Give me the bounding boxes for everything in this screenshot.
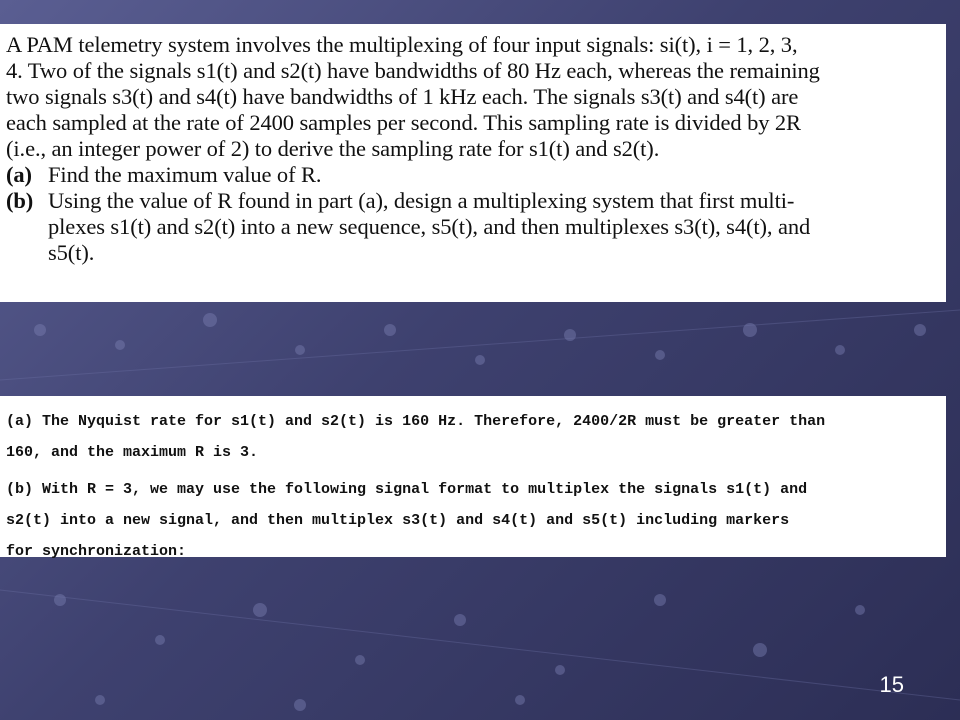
part-a-label: (a) — [6, 162, 32, 187]
problem-line: each sampled at the rate of 2400 samples per second. This sampling rate is divided by 2R — [6, 110, 801, 135]
part-a-text: Find the maximum value of R. — [48, 162, 322, 187]
part-b-label: (b) — [6, 188, 34, 213]
problem-line: 4. Two of the signals s1(t) and s2(t) have bandwidths of 80 Hz each, whereas the remaining — [6, 58, 820, 83]
solution-a-line: 160, and the maximum R is 3. — [6, 444, 259, 461]
solution-a-line: (a) The Nyquist rate for s1(t) and s2(t) is 160 Hz. Therefore, 2400/2R must be greater than — [6, 413, 826, 430]
part-b-body — [48, 188, 810, 266]
problem-line: (i.e., an integer power of 2) to derive the sampling rate for s1(t) and s2(t). — [6, 136, 660, 161]
part-a — [6, 162, 936, 188]
part-b — [6, 188, 936, 266]
part-b-line: s5(t). — [48, 240, 95, 265]
solution-b-line: for synchronization: — [6, 543, 187, 560]
problem-line: A PAM telemetry system involves the multiplexing of four input signals: si(t), i = 1, 2, 3, — [6, 32, 798, 57]
solution-text — [0, 396, 946, 560]
part-b-line: Using the value of R found in part (a), design a multiplexing system that first multi- — [48, 188, 795, 213]
solution-b-line: (b) With R = 3, we may use the following signal format to multiplex the signals s1(t) and — [6, 481, 808, 498]
slide-page-number: 15 — [879, 672, 904, 697]
problem-line: two signals s3(t) and s4(t) have bandwidths of 1 kHz each. The signals s3(t) and s4(t) are — [6, 84, 799, 109]
part-b-line: plexes s1(t) and s2(t) into a new sequence, s5(t), and then multiplexes s3(t), s4(t), and — [48, 214, 811, 239]
solution-b-line: s2(t) into a new signal, and then multiplex s3(t) and s4(t) and s5(t) including markers — [6, 512, 790, 529]
problem-statement — [0, 24, 946, 302]
